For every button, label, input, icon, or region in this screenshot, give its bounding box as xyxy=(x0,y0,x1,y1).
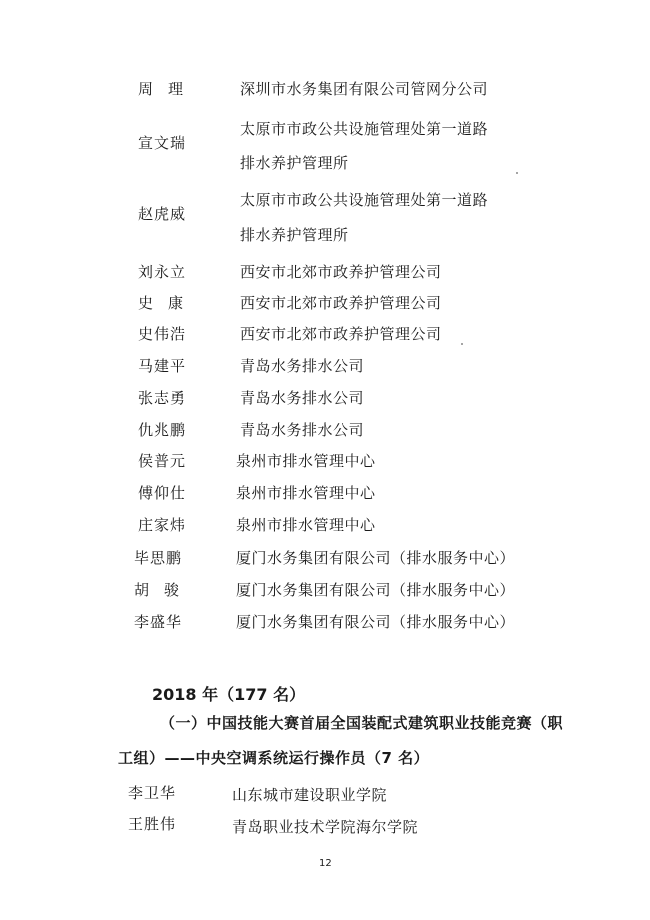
person-name: 宣文瑞 xyxy=(138,134,187,152)
person-name: 赵虎威 xyxy=(138,205,187,223)
subsection-title-line2: 工组）——中央空调系统运行操作员（7 名） xyxy=(118,749,430,767)
organization-line1: 太原市市政公共设施管理处第一道路 xyxy=(240,120,489,138)
person-name: 李卫华 xyxy=(128,784,177,802)
subsection-title-line1: （一）中国技能大赛首届全国装配式建筑职业技能竞赛（职 xyxy=(160,714,564,732)
person-name: 庄家炜 xyxy=(138,516,187,534)
organization: 青岛水务排水公司 xyxy=(240,421,365,439)
organization: 泉州市排水管理中心 xyxy=(236,484,376,502)
organization: 西安市北郊市政养护管理公司 xyxy=(240,325,442,343)
organization-line1: 太原市市政公共设施管理处第一道路 xyxy=(240,191,489,209)
section-heading: 2018 年（177 名） xyxy=(152,685,306,704)
scan-speck xyxy=(461,343,463,345)
person-name: 毕思鹏 xyxy=(134,549,183,567)
organization: 深圳市水务集团有限公司管网分公司 xyxy=(240,80,489,98)
organization: 西安市北郊市政养护管理公司 xyxy=(240,294,442,312)
organization: 厦门水务集团有限公司（排水服务中心） xyxy=(236,613,516,631)
person-name: 王胜伟 xyxy=(128,815,177,833)
person-name: 史伟浩 xyxy=(138,325,187,343)
person-name: 李盛华 xyxy=(134,613,183,631)
organization: 青岛职业技术学院海尔学院 xyxy=(232,818,419,836)
person-name: 马建平 xyxy=(138,357,187,375)
person-name: 史 康 xyxy=(138,294,184,312)
person-name: 刘永立 xyxy=(138,263,187,281)
organization-line2: 排水养护管理所 xyxy=(240,154,349,172)
organization: 青岛水务排水公司 xyxy=(240,357,365,375)
person-name: 周 理 xyxy=(138,80,184,98)
person-name: 仇兆鹏 xyxy=(138,421,187,439)
page-number: 12 xyxy=(319,858,332,869)
organization: 青岛水务排水公司 xyxy=(240,389,365,407)
organization: 厦门水务集团有限公司（排水服务中心） xyxy=(236,581,516,599)
person-name: 张志勇 xyxy=(138,389,187,407)
organization: 泉州市排水管理中心 xyxy=(236,452,376,470)
organization: 西安市北郊市政养护管理公司 xyxy=(240,263,442,281)
scan-speck xyxy=(516,172,518,174)
person-name: 傅仰仕 xyxy=(138,484,187,502)
person-name: 胡 骏 xyxy=(134,581,180,599)
person-name: 侯普元 xyxy=(138,452,187,470)
organization: 泉州市排水管理中心 xyxy=(236,516,376,534)
organization: 山东城市建设职业学院 xyxy=(232,786,388,804)
organization: 厦门水务集团有限公司（排水服务中心） xyxy=(236,549,516,567)
organization-line2: 排水养护管理所 xyxy=(240,226,349,244)
